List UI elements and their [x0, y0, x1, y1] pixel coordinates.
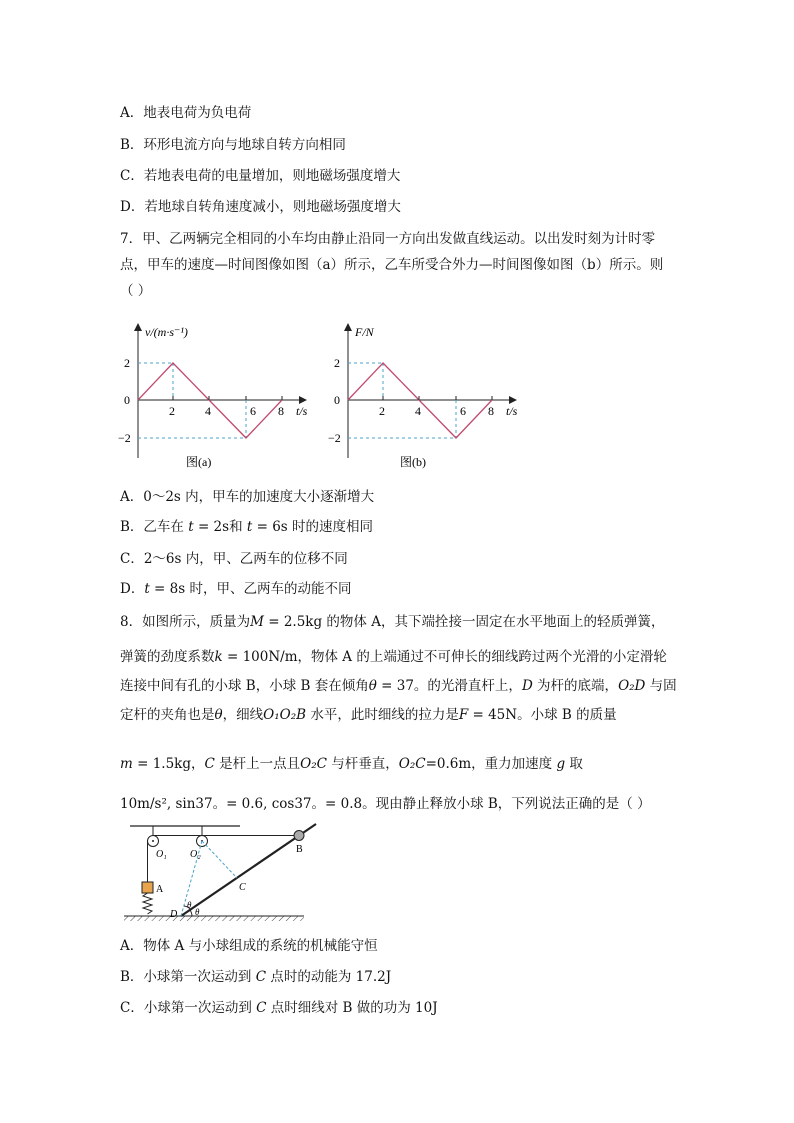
q8-stem-line-4: 定杆的夹角也是θ，细线O₁O₂B 水平，此时细线的拉力是F = 45N。小球 B 的质量 [120, 707, 617, 723]
fig-a-xtick-6: 6 [250, 404, 256, 418]
fig-b-xtick-4: 4 [415, 404, 421, 418]
label-c: C [239, 882, 246, 893]
q7-option-c: C．2～6s 内，甲、乙两车的位移不同 [120, 551, 348, 567]
q6-option-a: A．地表电荷为负电荷 [120, 105, 252, 121]
fig-a-caption: 图(a) [186, 455, 212, 469]
q7-option-b: B．乙车在 t = 2s和 t = 6s 时的速度相同 [120, 519, 373, 535]
fig-a-xtick-4: 4 [205, 404, 211, 418]
q7-option-d: D．t = 8s 时，甲、乙两车的动能不同 [120, 581, 352, 597]
fig-a-ytick-neg2: −2 [118, 431, 131, 445]
q8-option-c: C．小球第一次运动到 C 点时细线对 B 做的功为 10J [120, 1000, 438, 1016]
fig-b-ytick-0: 0 [334, 393, 340, 407]
fig-a-ytick-0: 0 [124, 393, 130, 407]
q8-stem-line-3: 连接中间有孔的小球 B，小球 B 套在倾角θ = 37。的光滑直杆上，D 为杆的底端，O₂D 与固 [120, 678, 677, 694]
fig-a-ytick-2: 2 [124, 356, 130, 370]
label-a: A [156, 884, 164, 895]
q7-figure-a [118, 318, 318, 476]
label-d: D [170, 909, 178, 920]
q8-stem-line-5: m = 1.5kg，C 是杆上一点且O₂C 与杆垂直，O₂C=0.6m，重力加速度 g 取 [120, 756, 583, 772]
q7-option-a: A．0～2s 内，甲车的加速度大小逐渐增大 [120, 489, 375, 505]
fig-a-xtick-8: 8 [278, 404, 284, 418]
q7-figure-b [328, 318, 528, 476]
label-o2: O₂ [190, 849, 201, 860]
q7-stem-line-1: 7．甲、乙两辆完全相同的小车均由静止沿同一方向出发做直线运动。以出发时刻为计时零 [120, 231, 656, 247]
q8-option-b: B．小球第一次运动到 C 点时的动能为 17.2J [120, 969, 392, 985]
q8-figure [118, 820, 318, 930]
label-theta-1: θ [187, 900, 192, 910]
fig-a-xtick-2: 2 [169, 404, 175, 418]
fig-b-xlabel: t/s [506, 404, 518, 418]
fig-b-ylabel: F/N [355, 325, 374, 339]
fig-b-xtick-2: 2 [379, 404, 385, 418]
q8-stem-line-1: 8．如图所示，质量为M = 2.5kg 的物体 A，其下端拴接一固定在水平地面上的轻质弹簧， [120, 614, 665, 630]
q7-stem-line-3: （ ） [120, 283, 152, 299]
q8-stem-line-6: 10m/s², sin37。= 0.6, cos37。= 0.8。现由静止释放小球 B，下列说法正确的是（ ） [120, 796, 651, 812]
label-theta-2: θ [195, 907, 200, 917]
label-b: B [296, 844, 303, 855]
fig-b-ytick-neg2: −2 [328, 431, 341, 445]
q6-option-b: B．环形电流方向与地球自转方向相同 [120, 137, 346, 153]
q8-option-a: A．物体 A 与小球组成的系统的机械能守恒 [120, 938, 378, 954]
q7-stem-line-2: 点，甲车的速度—时间图像如图（a）所示，乙车所受合外力—时间图像如图（b）所示。则 [120, 257, 664, 273]
fig-a-xlabel: t/s [296, 404, 308, 418]
fig-b-caption: 图(b) [400, 455, 426, 469]
label-o1: O₁ [156, 849, 167, 860]
q6-option-c: C．若地表电荷的电量增加，则地磁场强度增大 [120, 168, 401, 184]
fig-a-ylabel: v/(m·s⁻¹) [145, 325, 188, 339]
fig-b-xtick-6: 6 [460, 404, 466, 418]
q8-stem-line-2: 弹簧的劲度系数k = 100N/m，物体 A 的上端通过不可伸长的细线跨过两个光滑的小定滑轮 [120, 649, 667, 665]
fig-b-xtick-8: 8 [488, 404, 494, 418]
q6-option-d: D．若地球自转角速度减小，则地磁场强度增大 [120, 199, 401, 215]
fig-b-ytick-2: 2 [334, 356, 340, 370]
